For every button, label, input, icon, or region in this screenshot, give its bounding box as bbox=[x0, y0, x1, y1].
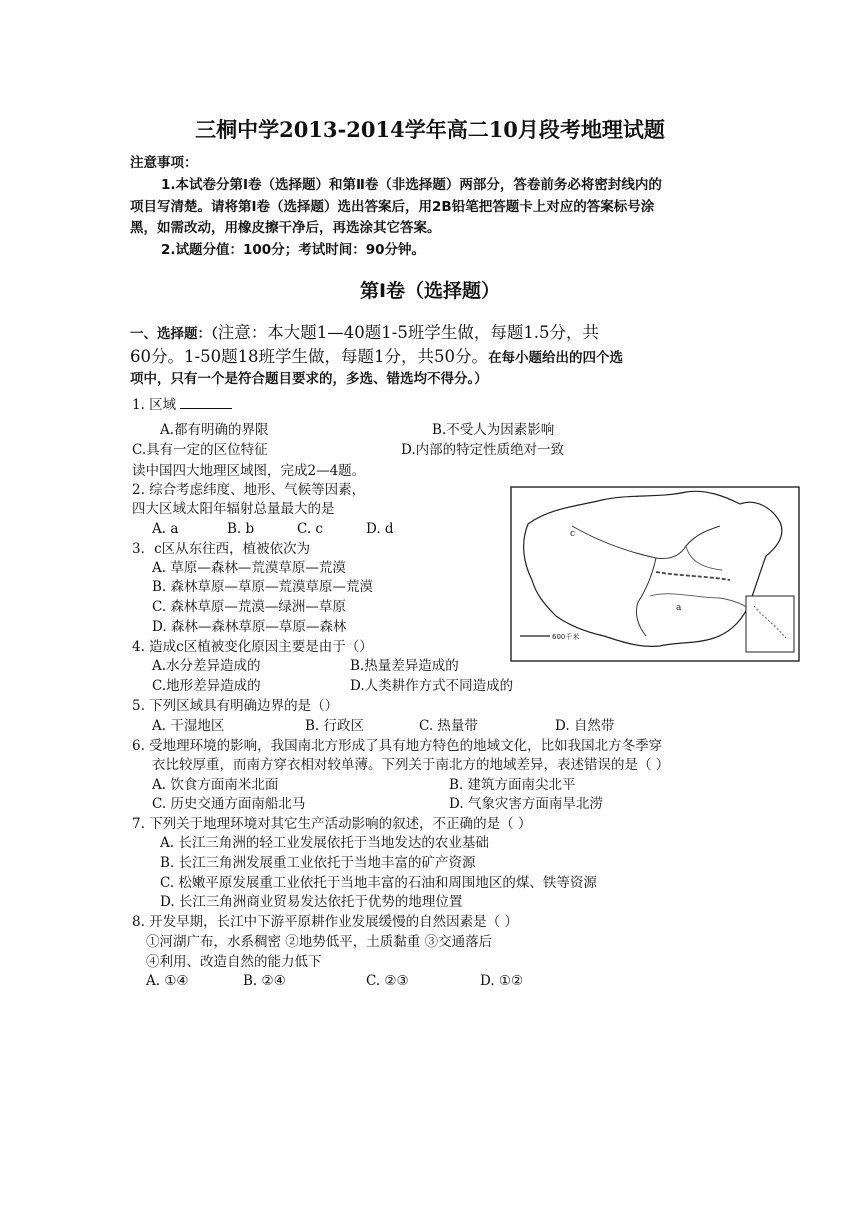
q2-option-d: D. d bbox=[366, 521, 394, 537]
q4-option-b: B.热量差异造成的 bbox=[350, 658, 459, 674]
q8-option-d: D. ①② bbox=[480, 973, 524, 989]
q4-option-c: C.地形差异造成的 bbox=[152, 678, 261, 694]
instructions-line-3: 项中，只有一个是符合题目要求的，多选、错选均不得分。） bbox=[130, 371, 488, 387]
q4-option-d: D.人类耕作方式不同造成的 bbox=[350, 678, 514, 694]
q3-option-a: A. 草原—森林—荒漠草原—荒漠 bbox=[152, 560, 346, 576]
q7-option-b: B. 长江三角洲发展重工业依托于当地丰富的矿产资源 bbox=[160, 855, 476, 871]
q7-option-a: A. 长江三角洲的轻工业发展依托于当地发达的农业基础 bbox=[160, 835, 489, 851]
q5-option-c: C. 热量带 bbox=[419, 718, 478, 734]
q6-option-b: B. 建筑方面南尖北平 bbox=[449, 777, 576, 793]
q5-option-a: A. 干湿地区 bbox=[152, 718, 225, 734]
q4-option-a: A.水分差异造成的 bbox=[152, 658, 261, 674]
q4-stem: 4. 造成c区植被变化原因主要是由于（） bbox=[132, 639, 373, 655]
region-label-c: c bbox=[570, 529, 576, 539]
q3-option-b: B. 森林草原—草原—荒漠草原—荒漠 bbox=[152, 579, 374, 595]
q5-stem: 5. 下列区域具有明确边界的是（） bbox=[132, 698, 339, 714]
instructions-line-2 bbox=[130, 346, 623, 368]
q2-option-b: B. b bbox=[227, 521, 255, 537]
notice-line-4: 2.试题分值：100分；考试时间：90分钟。 bbox=[161, 242, 425, 258]
instructions-label: 一、选择题：（ bbox=[130, 326, 218, 342]
q8-stem: 8. 开发早期，长江中下游平原耕作业发展缓慢的自然因素是（ ） bbox=[132, 914, 518, 930]
notice-line-1: 1.本试卷分第Ⅰ卷（选择题）和第Ⅱ卷（非选择题）两部分，答卷前务必将密封线内的 bbox=[161, 177, 662, 193]
south-sea-inset bbox=[746, 596, 794, 652]
q3-option-d: D. 森林—森林草原—草原—森林 bbox=[152, 619, 347, 635]
q3-stem: 3．c区从东往西，植被依次为 bbox=[132, 541, 311, 557]
q1-stem bbox=[132, 396, 232, 414]
region-label-a: a bbox=[676, 603, 682, 613]
instructions-line-1 bbox=[130, 322, 599, 344]
q8-statement-1: ①河湖广布，水系稠密 ②地势低平，土质黏重 ③交通落后 bbox=[146, 934, 493, 950]
q8-statement-2: ④利用、改造自然的能力低下 bbox=[146, 954, 322, 970]
q2-stem-1: 2. 综合考虑纬度、地形、气候等因素， bbox=[132, 482, 366, 498]
q2-stem-2: 四大区域太阳年辐射总量最大的是 bbox=[132, 501, 335, 517]
q1-option-d: D.内部的特定性质绝对一致 bbox=[401, 442, 565, 458]
q1-option-b: B.不受人为因素影响 bbox=[432, 422, 555, 438]
q6-option-d: D. 气象灾害方面南旱北涝 bbox=[449, 796, 603, 812]
scale-label: 600千米 bbox=[552, 633, 580, 641]
q5-option-d: D. 自然带 bbox=[555, 718, 615, 734]
q7-stem: 7. 下列关于地理环境对其它生产活动影响的叙述，不正确的是（ ） bbox=[132, 816, 532, 832]
notice-line-2: 项目写清楚。请将第Ⅰ卷（选择题）选出答案后，用2B铅笔把答题卡上对应的答案标号涂 bbox=[130, 199, 655, 215]
q1-option-c: C.具有一定的区位特征 bbox=[132, 442, 268, 458]
q1-stem-text: 1. 区域 bbox=[132, 397, 177, 413]
answer-blank bbox=[180, 396, 232, 409]
q1-option-a: A.都有明确的界限 bbox=[160, 422, 269, 438]
q2-option-c: C. c bbox=[297, 521, 323, 537]
china-regions-map bbox=[510, 486, 800, 662]
instructions-note-2: 60分。1-50题18班学生做，每题1分，共50分。 bbox=[130, 347, 489, 366]
q7-option-d: D. 长江三角洲商业贸易发达依托于优势的地理位置 bbox=[160, 894, 463, 910]
q8-option-b: B. ②④ bbox=[243, 973, 286, 989]
instructions-note-1: 注意：本大题1—40题1-5班学生做，每题1.5分，共 bbox=[217, 323, 600, 342]
page-title: 三桐中学2013-2014学年高二10月段考地理试题 bbox=[195, 117, 665, 142]
q3-option-c: C. 森林草原—荒漠—绿洲—草原 bbox=[152, 599, 346, 615]
q7-option-c: C. 松嫩平原发展重工业依托于当地丰富的石油和周围地区的煤、铁等资源 bbox=[160, 875, 597, 891]
q8-option-c: C. ②③ bbox=[366, 973, 409, 989]
q6-option-a: A. 饮食方面南米北面 bbox=[152, 777, 279, 793]
notice-line-3: 黑，如需改动，用橡皮擦干净后，再选涂其它答案。 bbox=[130, 220, 441, 236]
q6-stem-1: 6. 受地理环境的影响，我国南北方形成了具有地方特色的地域文化，比如我国北方冬季穿 bbox=[132, 738, 663, 754]
notice-heading: 注意事项： bbox=[130, 155, 198, 171]
instructions-rule-1: 在每小题给出的四个选 bbox=[488, 350, 624, 366]
q6-option-c: C. 历史交通方面南船北马 bbox=[152, 796, 306, 812]
q2-option-a: A. a bbox=[152, 521, 179, 537]
q5-option-b: B. 行政区 bbox=[305, 718, 365, 734]
q8-option-a: A. ①④ bbox=[146, 973, 189, 989]
map-intro: 读中国四大地理区域图，完成2—4题。 bbox=[132, 463, 366, 479]
q6-stem-2: 衣比较厚重，而南方穿衣相对较单薄。下列关于南北方的地域差异，表述错误的是（ ） bbox=[152, 757, 670, 773]
section-title: 第Ⅰ卷（选择题） bbox=[359, 280, 501, 302]
